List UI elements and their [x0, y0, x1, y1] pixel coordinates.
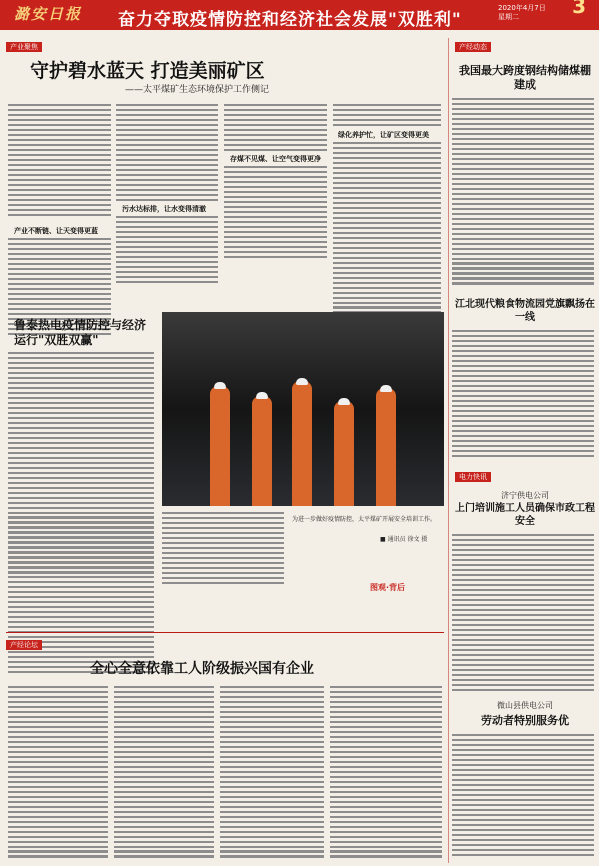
right-text-3	[452, 534, 594, 694]
subheading-3: 存煤不见煤、让空气变得更净	[230, 155, 321, 163]
article-text-col4b	[333, 142, 441, 316]
photo-feature-title: 图观·背后	[370, 583, 406, 592]
masthead-slogan: 奋力夺取疫情防控和经济社会发展"双胜利"	[118, 10, 462, 30]
mine-training-photo	[162, 312, 444, 506]
section-tag-news: 产经动态	[455, 42, 491, 52]
subheading-4: 绿化养护忙，让矿区变得更美	[338, 131, 429, 139]
right-text-2	[452, 330, 594, 460]
article-text-col2b	[116, 216, 218, 286]
issue-date: 2020年4月7日	[498, 4, 546, 12]
masthead-banner	[0, 0, 599, 30]
masthead-name: 潞安日报	[14, 5, 83, 23]
right-text-4	[452, 734, 594, 859]
page-number: 3	[572, 0, 586, 18]
section-tag-industry: 产业聚焦	[6, 42, 42, 52]
forum-text-col3	[220, 686, 324, 860]
right-headline-4-kicker: 微山县供电公司	[497, 701, 553, 710]
forum-text-col2	[114, 686, 214, 860]
forum-text-col4	[330, 686, 442, 860]
right-headline-1: 我国最大跨度钢结构储煤棚建成	[459, 64, 591, 91]
article-text-col1	[8, 104, 111, 219]
forum-headline: 全心全意依靠工人阶级振兴国有企业	[90, 661, 314, 677]
main-headline: 守护碧水蓝天 打造美丽矿区	[30, 60, 265, 82]
main-subhead: ——太平煤矿生态环境保护工作侧记	[125, 85, 270, 95]
article-text-col3	[224, 104, 327, 154]
issue-weekday: 星期二	[498, 13, 519, 21]
photo-caption: 为进一步做好疫情防控，太平煤矿开展安全培训工作。	[292, 516, 437, 523]
right-headline-4: 劳动者特别服务优	[481, 714, 569, 727]
masthead-meta	[498, 0, 588, 22]
section-tag-power: 电力快讯	[455, 472, 491, 482]
forum-text-col1	[8, 686, 108, 860]
story2-headline: 鲁泰热电疫情防控与经济运行"双胜双赢"	[14, 318, 147, 347]
right-headline-3: 上门培训施工人员确保市政工程安全	[455, 503, 595, 527]
right-text-1	[452, 98, 594, 287]
story2-text	[8, 352, 154, 676]
right-headline-2: 江北现代粮食物流园党旗飘扬在一线	[455, 299, 595, 323]
subheading-2: 污水达标排，让水变得清澈	[122, 205, 206, 213]
column-divider	[448, 38, 449, 863]
subheading-1: 产业不断链、让天变得更蓝	[14, 227, 98, 235]
article-text-col3b	[224, 166, 327, 261]
photo-side-text	[162, 512, 284, 587]
right-headline-3-kicker: 济宁供电公司	[501, 491, 549, 500]
section-tag-forum: 产经论坛	[6, 640, 42, 650]
article-text-col4	[333, 104, 441, 129]
article-text-col2	[116, 104, 218, 204]
section-divider	[6, 632, 444, 633]
photo-credit: ■ 通讯员 徐文 摄	[380, 536, 428, 543]
